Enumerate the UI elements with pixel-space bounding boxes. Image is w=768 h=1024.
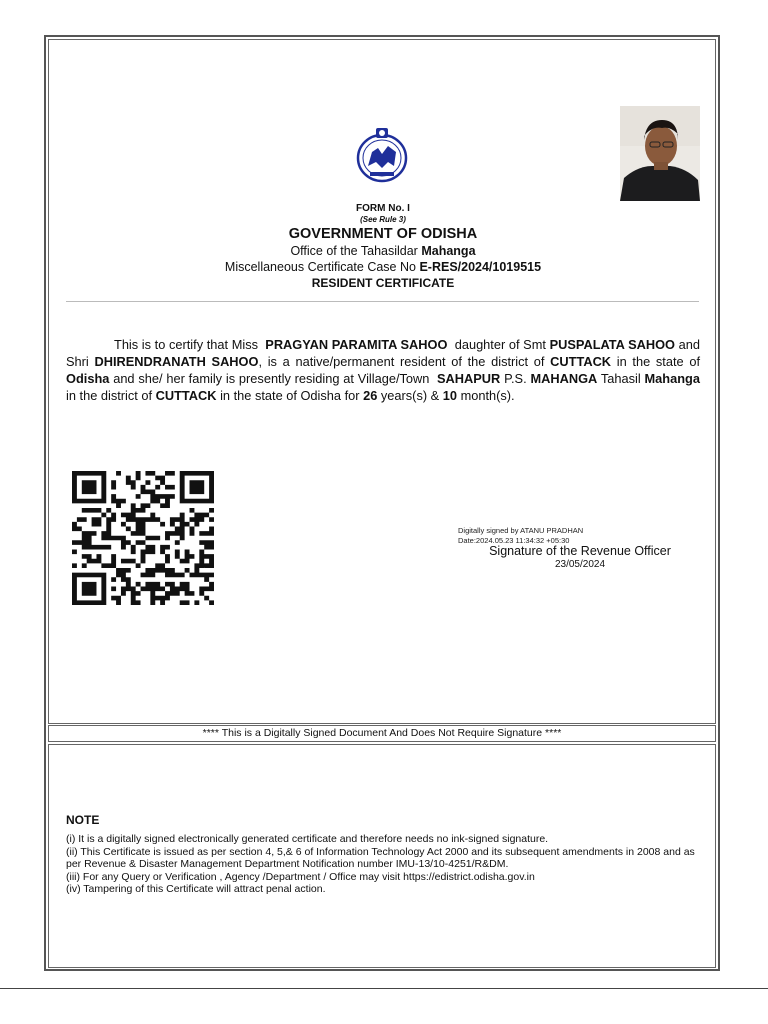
signature-title: Signature of the Revenue Officer	[489, 544, 671, 558]
digital-signature-date: Date:2024.05.23 11:34:32 +05:30	[458, 536, 570, 545]
digital-signature-name: Digitally signed by ATANU PRADHAN	[458, 526, 584, 535]
tahasil: Mahanga	[644, 371, 700, 386]
note-item: (iv) Tampering of this Certificate will attract penal action.	[66, 883, 326, 895]
district-2: CUTTACK	[155, 388, 217, 403]
government-title: GOVERNMENT OF ODISHA	[288, 226, 478, 242]
certificate-title: RESIDENT CERTIFICATE	[311, 276, 455, 290]
note-list	[66, 833, 702, 896]
header-divider	[66, 301, 699, 302]
case-number-line: Miscellaneous Certificate Case No E-RES/2024/1019515	[224, 260, 542, 274]
page-bottom-rule	[0, 988, 768, 989]
note-item: (ii) This Certificate is issued as per section 4, 5,& 6 of Information Technology Act 2000 and its subsequent amendments in 2008 and as per Revenue & Disaster Management Department Notification number IMU-13/10-4251/R&DM.	[66, 845, 695, 870]
district: CUTTACK	[550, 354, 612, 369]
digital-signature	[458, 526, 698, 546]
years: 26	[363, 388, 378, 403]
qr-finder-pattern	[180, 471, 214, 503]
qr-code	[72, 471, 214, 605]
note-item: (iii) For any Query or Verification , Agency /Department / Office may visit https://edistrict.odisha.gov.in	[66, 870, 535, 883]
applicant-name: PRAGYAN PARAMITA SAHOO	[265, 337, 448, 352]
qr-finder-pattern	[72, 573, 106, 605]
note-item: (i) It is a digitally signed electronically generated certificate and therefore needs no ink-signed signature.	[66, 833, 549, 845]
police-station: MAHANGA	[530, 371, 598, 386]
qr-finder-pattern	[72, 471, 106, 503]
state: Odisha	[66, 371, 110, 386]
father-name: DHIRENDRANATH SAHOO	[94, 354, 259, 369]
village: SAHAPUR	[437, 371, 501, 386]
mother-name: PUSPALATA SAHOO	[549, 337, 675, 352]
rule-reference: (See Rule 3)	[360, 215, 406, 224]
certificate-body: This is to certify that Miss PRAGYAN PARAMITA SAHOO daughter of Smt PUSPALATA SAHOO and Shri DHIRENDRANATH SAHOO, is a native/permanent resident of the district of CUTTACK in the state of Odisha and she/ her family is presently residing at Village/Town SAHAPUR P.S. MAHANGA Tahasil Mahanga in the district of CUTTACK in the state of Odisha for 26 years(s) & 10 month(s).	[66, 337, 701, 403]
note-title: NOTE	[66, 813, 100, 827]
certificate-header	[150, 202, 616, 291]
form-number: FORM No. I	[356, 203, 410, 214]
odisha-emblem-icon	[352, 126, 412, 184]
signature-date: 23/05/2024	[554, 559, 606, 570]
months: 10	[442, 388, 457, 403]
office-line: Office of the Tahasildar Mahanga	[290, 244, 476, 258]
applicant-photo	[620, 106, 700, 201]
digital-signed-banner: **** This is a Digitally Signed Document And Does Not Require Signature ****	[48, 725, 716, 742]
